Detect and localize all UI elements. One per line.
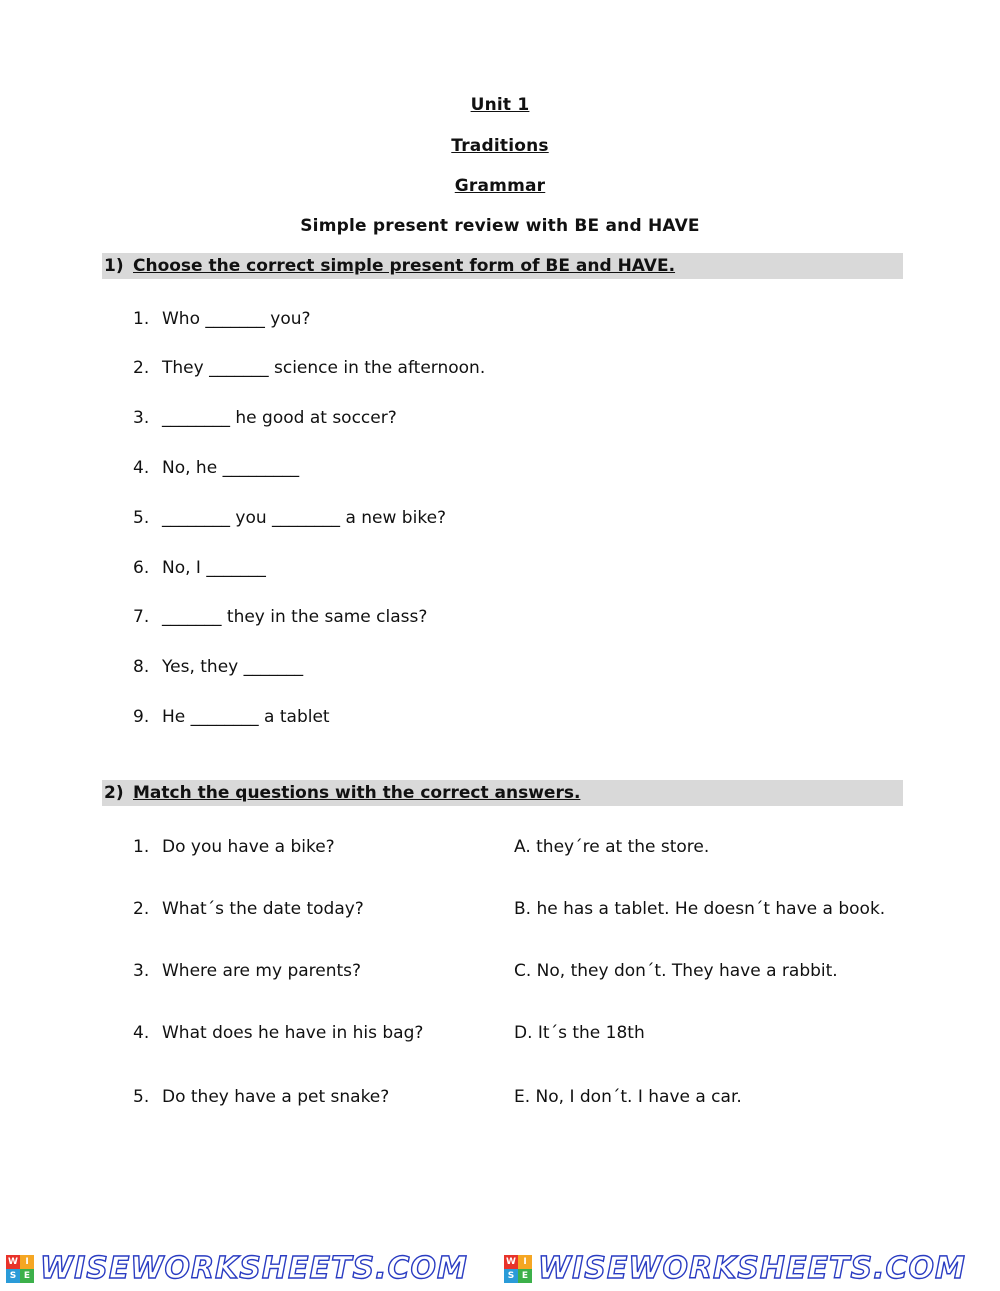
logo-tile: S bbox=[504, 1269, 518, 1283]
question-number: 4. bbox=[133, 1023, 150, 1043]
item-number: 8. bbox=[133, 657, 150, 677]
question-number: 3. bbox=[133, 961, 150, 981]
item-text: Yes, they _______ bbox=[162, 657, 304, 677]
wiseworksheets-logo-icon bbox=[6, 1255, 34, 1283]
question-text: Where are my parents? bbox=[162, 961, 362, 981]
logo-text: WISEWORKSHEETS.COM bbox=[40, 1251, 468, 1286]
item-number: 4. bbox=[133, 458, 150, 478]
item-text: ________ he good at soccer? bbox=[162, 408, 397, 428]
logo-tile: S bbox=[6, 1269, 20, 1283]
question-number: 2. bbox=[133, 899, 150, 919]
logo-tile: I bbox=[20, 1255, 34, 1269]
wiseworksheets-logo bbox=[504, 1251, 966, 1286]
item-text: He ________ a tablet bbox=[162, 707, 330, 727]
item-number: 5. bbox=[133, 508, 150, 528]
item-text: ________ you ________ a new bike? bbox=[162, 508, 447, 528]
exercise2-title: Match the questions with the correct answers. bbox=[133, 783, 581, 803]
logo-text: WISEWORKSHEETS.COM bbox=[538, 1251, 966, 1286]
item-number: 1. bbox=[133, 309, 150, 329]
wiseworksheets-logo-icon bbox=[504, 1255, 532, 1283]
unit-heading: Unit 1 bbox=[470, 95, 530, 115]
exercise1-title: Choose the correct simple present form of BE and HAVE. bbox=[133, 256, 676, 276]
exercise2-header bbox=[102, 780, 903, 806]
exercise2-answer: E. No, I don´t. I have a car. bbox=[514, 1087, 742, 1107]
item-number: 7. bbox=[133, 607, 150, 627]
item-number: 9. bbox=[133, 707, 150, 727]
logo-tile: I bbox=[518, 1255, 532, 1269]
exercise2-number: 2) bbox=[104, 783, 124, 803]
question-number: 1. bbox=[133, 837, 150, 857]
wiseworksheets-logo bbox=[6, 1251, 468, 1286]
item-text: No, I _______ bbox=[162, 558, 266, 578]
exercise2-answer: C. No, they don´t. They have a rabbit. bbox=[514, 961, 838, 981]
item-text: No, he _________ bbox=[162, 458, 300, 478]
question-text: Do they have a pet snake? bbox=[162, 1087, 390, 1107]
question-number: 5. bbox=[133, 1087, 150, 1107]
question-text: Do you have a bike? bbox=[162, 837, 335, 857]
exercise1-number: 1) bbox=[104, 256, 124, 276]
item-number: 6. bbox=[133, 558, 150, 578]
subtitle-heading: Simple present review with BE and HAVE bbox=[300, 216, 700, 236]
logo-tile: W bbox=[6, 1255, 20, 1269]
exercise2-answer: D. It´s the 18th bbox=[514, 1023, 645, 1043]
topic-heading: Traditions bbox=[451, 136, 549, 156]
question-text: What does he have in his bag? bbox=[162, 1023, 424, 1043]
item-text: Who _______ you? bbox=[162, 309, 311, 329]
exercise1-header bbox=[102, 253, 903, 279]
item-text: _______ they in the same class? bbox=[162, 607, 428, 627]
footer-watermark bbox=[0, 1252, 1000, 1286]
item-number: 3. bbox=[133, 408, 150, 428]
logo-tile: W bbox=[504, 1255, 518, 1269]
exercise2-answer: A. they´re at the store. bbox=[514, 837, 710, 857]
item-text: They _______ science in the afternoon. bbox=[162, 358, 486, 378]
logo-tile: E bbox=[518, 1269, 532, 1283]
section-heading: Grammar bbox=[454, 176, 546, 196]
item-number: 2. bbox=[133, 358, 150, 378]
exercise2-answer: B. he has a tablet. He doesn´t have a book. bbox=[514, 899, 886, 919]
logo-tile: E bbox=[20, 1269, 34, 1283]
question-text: What´s the date today? bbox=[162, 899, 364, 919]
